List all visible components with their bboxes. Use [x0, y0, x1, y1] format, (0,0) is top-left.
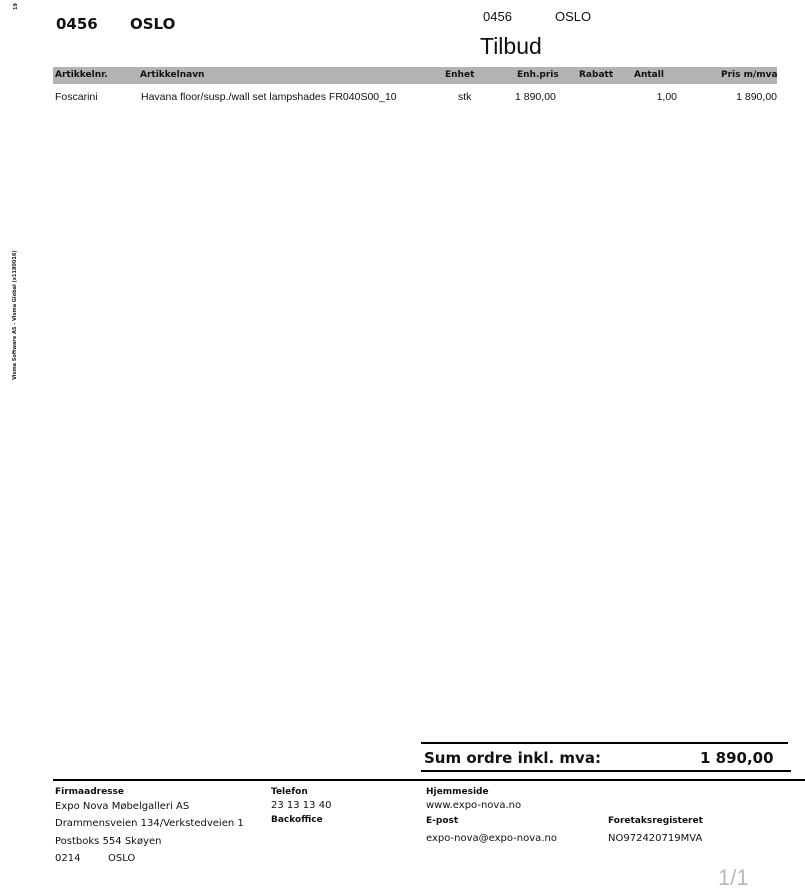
footer-firm-name: Expo Nova Møbelgalleri AS: [55, 801, 190, 812]
document-postcode: 0456: [483, 9, 512, 24]
header-unit-price: Enh.pris: [517, 70, 559, 80]
recipient-postcode: 0456: [56, 15, 98, 33]
footer-firm-street: Drammensveien 134/Verkstedveien 1: [55, 818, 244, 829]
footer-firm-city: OSLO: [108, 853, 136, 864]
footer-web-link[interactable]: www.expo-nova.no: [426, 800, 522, 811]
footer-email-label: E-post: [426, 816, 459, 826]
footer-reg-number: NO972420719MVA: [608, 833, 703, 844]
header-unit: Enhet: [445, 70, 475, 80]
header-discount: Rabatt: [579, 70, 614, 80]
cell-article-name: Havana floor/susp./wall set lampshades FR040S00_10: [141, 91, 397, 103]
footer-reg-label: Foretaksregisteret: [608, 816, 703, 826]
recipient-city: OSLO: [130, 15, 176, 33]
header-article-name: Artikkelnavn: [140, 70, 205, 80]
total-top-rule: [421, 742, 788, 744]
footer-firm-label: Firmaadresse: [55, 787, 124, 797]
document-title: Tilbud: [480, 33, 542, 59]
footer-email-link[interactable]: expo-nova@expo-nova.no: [426, 833, 557, 844]
header-price-incl-vat: Pris m/mva: [721, 70, 778, 80]
footer-backoffice-label: Backoffice: [271, 815, 323, 825]
footer-web-label: Hjemmeside: [426, 787, 489, 797]
total-label: Sum ordre inkl. mva:: [424, 749, 601, 767]
margin-page-number: 19: [13, 3, 19, 10]
total-value: 1 890,00: [700, 749, 774, 767]
footer-phone: 23 13 13 40: [271, 800, 332, 811]
footer-phone-label: Telefon: [271, 787, 308, 797]
footer-firm-box: Postboks 554 Skøyen: [55, 836, 162, 847]
cell-quantity: 1,00: [656, 91, 677, 103]
header-quantity: Antall: [634, 70, 664, 80]
margin-vendor-text: Visma Software AS - Visma Global (x1180016): [12, 250, 18, 380]
cell-article-no: Foscarini: [55, 91, 98, 103]
cell-price-incl-vat: 1 890,00: [736, 91, 777, 103]
table-header: [53, 67, 777, 84]
cell-unit-price: 1 890,00: [515, 91, 556, 103]
footer-rule: [53, 779, 805, 781]
cell-unit: stk: [458, 91, 472, 103]
total-bottom-rule: [421, 770, 791, 772]
footer-firm-postcode: 0214: [55, 853, 81, 864]
document-city: OSLO: [555, 9, 592, 24]
header-article-no: Artikkelnr.: [55, 70, 108, 80]
page-indicator: 1/1: [718, 865, 749, 890]
